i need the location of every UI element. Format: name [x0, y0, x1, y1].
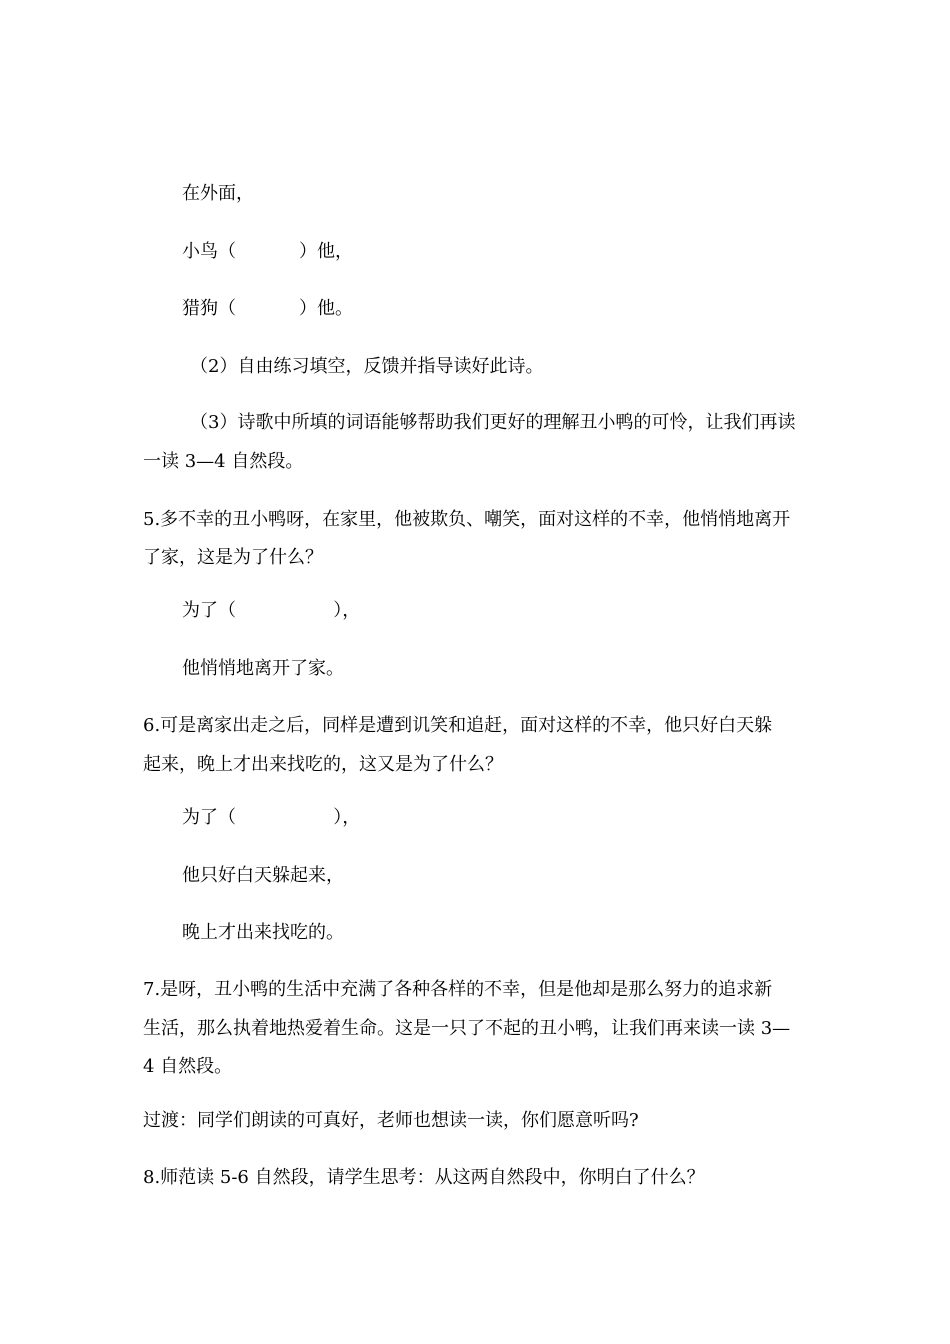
- numbered-paragraph: 5.多不幸的丑小鸭呀，在家里，他被欺负、嘲笑，面对这样的不幸，他悄悄地离开: [143, 509, 791, 530]
- text-line: 他只好白天躲起来，: [182, 865, 344, 886]
- fill-blank-line: 猎狗（ ）他。: [182, 298, 353, 319]
- fill-blank-line: 为了（ ），: [182, 807, 361, 828]
- numbered-paragraph: 7.是呀，丑小鸭的生活中充满了各种各样的不幸，但是他却是那么努力的追求新: [143, 979, 773, 1000]
- numbered-paragraph-continued: 生活，那么执着地热爱着生命。这是一只了不起的丑小鸭，让我们再来读一读 3—: [143, 1018, 791, 1039]
- numbered-paragraph-continued: 4 自然段。: [143, 1056, 233, 1077]
- fill-blank-line: 为了（ ），: [182, 600, 361, 621]
- step-text: （2）自由练习填空，反馈并指导读好此诗。: [190, 356, 544, 377]
- numbered-paragraph: 8.师范读 5-6 自然段，请学生思考：从这两自然段中，你明白了什么？: [143, 1167, 705, 1188]
- step-text-continued: 一读 3—4 自然段。: [143, 451, 304, 472]
- step-text: （3）诗歌中所填的词语能够帮助我们更好的理解丑小鸭的可怜，让我们再读: [190, 412, 796, 433]
- transition-text: 过渡：同学们朗读的可真好，老师也想读一读，你们愿意听吗?: [143, 1110, 639, 1131]
- numbered-paragraph: 6.可是离家出走之后，同样是遭到讥笑和追赶，面对这样的不幸，他只好白天躲: [143, 715, 773, 736]
- numbered-paragraph-continued: 了家，这是为了什么？: [143, 547, 323, 568]
- numbered-paragraph-continued: 起来，晚上才出来找吃的，这又是为了什么？: [143, 754, 503, 775]
- text-line: 他悄悄地离开了家。: [182, 658, 344, 679]
- text-line: 晚上才出来找吃的。: [182, 922, 344, 943]
- fill-blank-line: 小鸟（ ）他，: [182, 241, 353, 262]
- text-line: 在外面，: [182, 183, 254, 204]
